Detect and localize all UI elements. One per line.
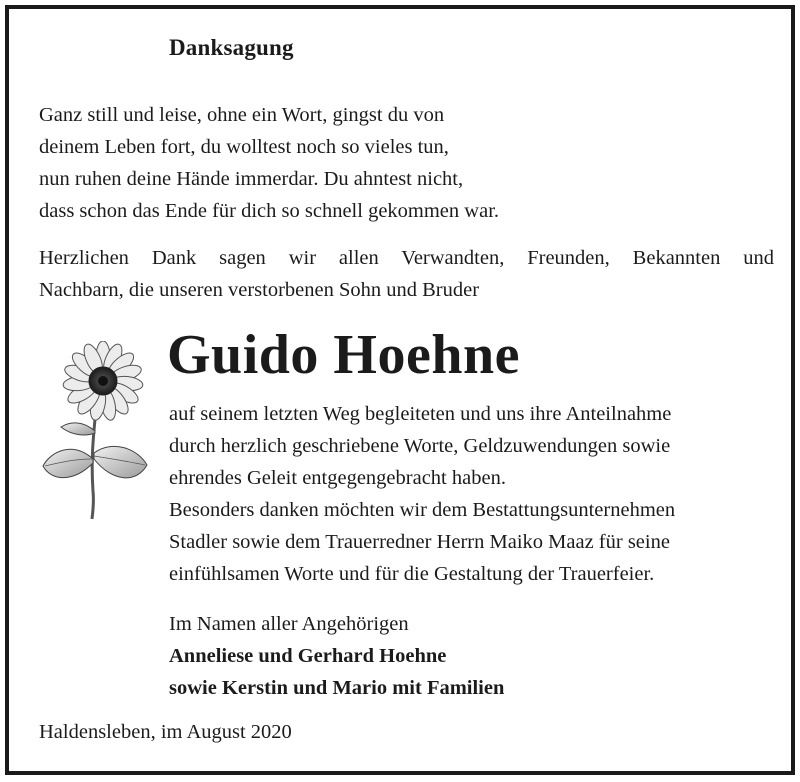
poem-line: dass schon das Ende für dich so schnell gekommen war.	[39, 200, 500, 222]
signature-line: Anneliese und Gerhard Hoehne	[169, 645, 447, 667]
body-line: Stadler sowie dem Trauerredner Herrn Maiko Maaz für seine	[169, 531, 670, 553]
body-line: Besonders danken möchten wir dem Bestattungsunternehmen	[169, 499, 676, 521]
poem-line: deinem Leben fort, du wolltest noch so vieles tun,	[39, 136, 449, 158]
thanks-line: Herzlichen Dank sagen wir allen Verwandten, Freunden, Bekannten und	[39, 247, 774, 269]
deceased-name: Guido Hoehne	[167, 324, 520, 386]
place-date: Haldensleben, im August 2020	[39, 721, 292, 743]
signature-block	[169, 608, 504, 704]
notice-title: Danksagung	[169, 35, 294, 60]
signature-intro: Im Namen aller Angehörigen	[169, 613, 409, 635]
poem-line: Ganz still und leise, ohne ein Wort, gingst du von	[39, 104, 445, 126]
body-line: einfühlsamen Worte und für die Gestaltung der Trauerfeier.	[169, 563, 655, 585]
body-line: ehrendes Geleit entgegengebracht haben.	[169, 467, 506, 489]
signature-line: sowie Kerstin und Mario mit Familien	[169, 677, 505, 699]
body-line: auf seinem letzten Weg begleiteten und uns ihre Anteilnahme	[169, 403, 672, 425]
thanks-paragraph	[39, 242, 774, 306]
poem-line: nun ruhen deine Hände immerdar. Du ahntest nicht,	[39, 168, 464, 190]
sunflower-icon	[33, 341, 158, 521]
body-line: durch herzlich geschriebene Worte, Geldzuwendungen sowie	[169, 435, 671, 457]
thanks-line: Nachbarn, die unseren verstorbenen Sohn und Bruder	[39, 279, 480, 301]
poem	[39, 99, 499, 227]
obituary-notice	[5, 5, 795, 775]
body-paragraph	[169, 398, 675, 590]
